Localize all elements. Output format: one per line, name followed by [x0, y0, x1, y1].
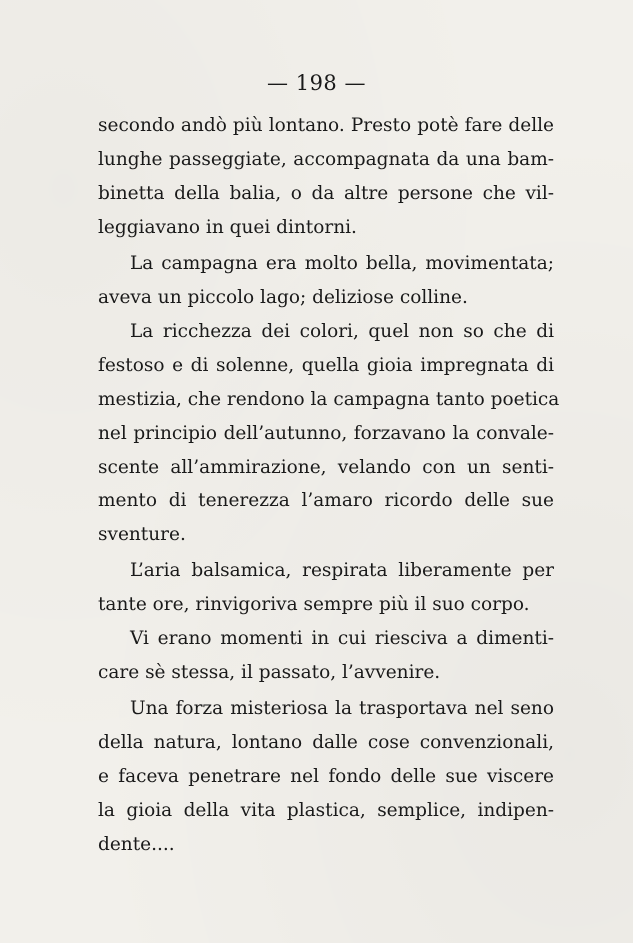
text-line: La ricchezza dei colori, quel non so che di — [130, 321, 554, 342]
text-line: festoso e di solenne, quella gioia impregnata di — [98, 355, 554, 376]
text-line: lunghe passeggiate, accompagnata da una bam- — [98, 149, 554, 170]
text-line: nel principio dell’autunno, forzavano la convale- — [98, 423, 554, 444]
text-line: binetta della balia, o da altre persone che vil- — [98, 183, 554, 204]
text-line: e faceva penetrare nel fondo delle sue viscere — [98, 766, 554, 787]
text-line: care sè stessa, il passato, l’avvenire. — [98, 662, 441, 683]
text-line: Una forza misteriosa la trasportava nel seno — [130, 698, 554, 719]
text-line: L’aria balsamica, respirata liberamente per — [130, 560, 554, 581]
text-line: mestizia, che rendono la campagna tanto poetica — [98, 389, 560, 410]
text-line: leggiavano in quei dintorni. — [98, 217, 357, 238]
text-line: sventure. — [98, 524, 186, 545]
page-number: — 198 — — [267, 71, 366, 95]
text-line: la gioia della vita plastica, semplice, indipen- — [98, 800, 554, 821]
text-line: dente.... — [98, 834, 175, 855]
text-line: mento di tenerezza l’amaro ricordo delle sue — [98, 490, 554, 511]
text-line: scente all’ammirazione, velando con un senti- — [98, 457, 554, 478]
text-line: La campagna era molto bella, movimentata; — [130, 253, 554, 274]
text-line: della natura, lontano dalle cose convenzionali, — [98, 732, 554, 753]
text-line: aveva un piccolo lago; deliziose colline. — [98, 287, 468, 308]
text-line: Vi erano momenti in cui riesciva a dimenti- — [130, 628, 554, 649]
text-line: secondo andò più lontano. Presto potè fare delle — [98, 115, 554, 136]
text-line: tante ore, rinvigoriva sempre più il suo corpo. — [98, 594, 530, 615]
